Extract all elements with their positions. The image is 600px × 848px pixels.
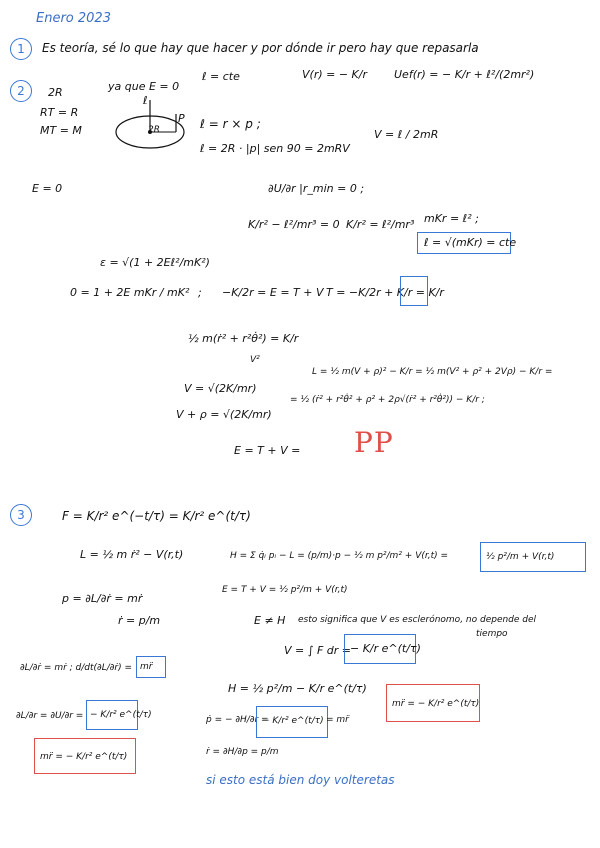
angular-magnitude: ℓ = 2R · |p| sen 90 = 2mRV bbox=[200, 142, 350, 155]
energy-zero: E = 0 bbox=[32, 182, 63, 195]
kinetic-energy: T = −K/2r + K/r = K/r bbox=[326, 286, 444, 299]
eom-right-result: mr̈ = − K/r² e^(t/τ) bbox=[392, 699, 480, 709]
force-balance: K/r² − ℓ²/mr³ = 0 bbox=[248, 218, 340, 231]
energy-t-plus-v: E = T + V = ½ p²/m + V(r,t) bbox=[222, 585, 348, 595]
conclusion-note: si esto está bien doy volteretas bbox=[206, 773, 395, 787]
pdot-expr: ṗ = − ∂H/∂r = bbox=[206, 715, 269, 725]
pdot-force: − K/r² e^(t/τ) bbox=[262, 716, 324, 726]
eom-partial-r: ∂L/∂r = ∂U/∂r = bbox=[16, 711, 84, 721]
derivative-zero: ∂U/∂r |r_min = 0 ; bbox=[268, 182, 365, 195]
given-rt: RT = R bbox=[40, 106, 79, 119]
eom-left-force: − K/r² e^(t/τ) bbox=[90, 710, 152, 720]
momentum-def: p = ∂L/∂ṙ = mṙ bbox=[62, 592, 143, 605]
mkr-equals-l2: mKr = ℓ² ; bbox=[424, 212, 479, 225]
scleronomic-note: esto significa que V es esclerónomo, no depende del bbox=[298, 615, 537, 625]
potential-def: V(r) = − K/r bbox=[302, 68, 367, 81]
e-not-equal-h: E ≠ H bbox=[254, 614, 286, 627]
semicolon: ; bbox=[198, 286, 202, 299]
angular-momentum-const: ℓ = cte bbox=[202, 70, 240, 83]
eom-left-result: mr̈ = − K/r² e^(t/τ) bbox=[40, 752, 128, 762]
section-2-number: 2 bbox=[10, 80, 32, 102]
energy-relation: −K/2r = E = T + V bbox=[222, 286, 324, 299]
rdot-result: ṙ = p/m bbox=[118, 614, 161, 627]
given-2r: 2R bbox=[48, 86, 63, 99]
lagrangian-sec3: L = ½ m ṙ² − V(r,t) bbox=[80, 548, 184, 561]
eccentricity: ε = √(1 + 2Eℓ²/mK²) bbox=[100, 256, 210, 269]
force-balance-2: K/r² = ℓ²/mr³ bbox=[346, 218, 415, 231]
section-1-text: Es teoría, sé lo que hay que hacer y por dónde ir pero hay que repasarla bbox=[42, 41, 479, 55]
effective-potential: Uef(r) = − K/r + ℓ²/(2mr²) bbox=[394, 68, 535, 81]
result-box-k-over-r bbox=[400, 276, 428, 306]
section-1-number: 1 bbox=[10, 38, 32, 60]
energy-substitution: 0 = 1 + 2E mKr / mK² bbox=[70, 286, 190, 299]
hamiltonian-expr: H = Σ q̇ᵢ pᵢ − L = (p/m)·p − ½ m p²/m² + V(r,t) = bbox=[230, 551, 449, 561]
eom-partial-rdot: ∂L/∂ṙ = mṙ ; d/dt(∂L/∂ṙ) = bbox=[20, 663, 133, 673]
mr-ddot: mr̈ bbox=[140, 662, 153, 672]
lagrangian-line-2: = ½ (ṙ² + r²θ̇² + ρ² + 2ρ√(ṙ² + r²θ̇²)) − K/r ; bbox=[290, 395, 485, 405]
velocity-plus-rho: V + ρ = √(2K/mr) bbox=[176, 408, 272, 421]
figure-label-2r: 2R bbox=[148, 125, 160, 135]
figure-label-p: P bbox=[178, 112, 185, 125]
hamiltonian-result: ½ p²/m + V(r,t) bbox=[486, 552, 555, 562]
total-energy: E = T + V = bbox=[234, 444, 301, 457]
force-expression: F = K/r² e^(−t/τ) = K/r² e^(t/τ) bbox=[62, 509, 251, 523]
page-header-date: Enero 2023 bbox=[36, 11, 111, 26]
figure-label-l: ℓ bbox=[143, 94, 148, 107]
given-mt: MT = M bbox=[40, 124, 82, 137]
scleronomic-note-2: tiempo bbox=[476, 629, 508, 639]
potential-result: − K/r e^(t/τ) bbox=[350, 642, 421, 655]
velocity-result: V = √(2K/mr) bbox=[184, 382, 257, 395]
section-3-number: 3 bbox=[10, 504, 32, 526]
v-squared-label: V² bbox=[250, 355, 260, 365]
hamiltonian-full: H = ½ p²/m − K/r e^(t/τ) bbox=[228, 682, 367, 695]
pp-stamp: PP bbox=[354, 426, 394, 459]
rdot-hamilton: ṙ = ∂H/∂p = p/m bbox=[206, 747, 279, 757]
angular-momentum-result: ℓ = √(mKr) = cte bbox=[424, 236, 517, 249]
potential-integral: V = ∫ F dr = bbox=[284, 644, 352, 657]
lagrangian-line-1: L = ½ m(V + ρ)² − K/r = ½ m(V² + ρ² + 2Vρ) − K/r = bbox=[312, 367, 553, 377]
condition-e-zero: ya que E = 0 bbox=[108, 80, 180, 93]
kinetic-expansion: ½ m(ṙ² + r²θ̇²) = K/r bbox=[188, 332, 299, 345]
pdot-equals-mr: = mr̈ bbox=[326, 715, 349, 725]
cross-product: ℓ = r × p ; bbox=[200, 117, 261, 131]
velocity-expr: V = ℓ / 2mR bbox=[374, 128, 439, 141]
